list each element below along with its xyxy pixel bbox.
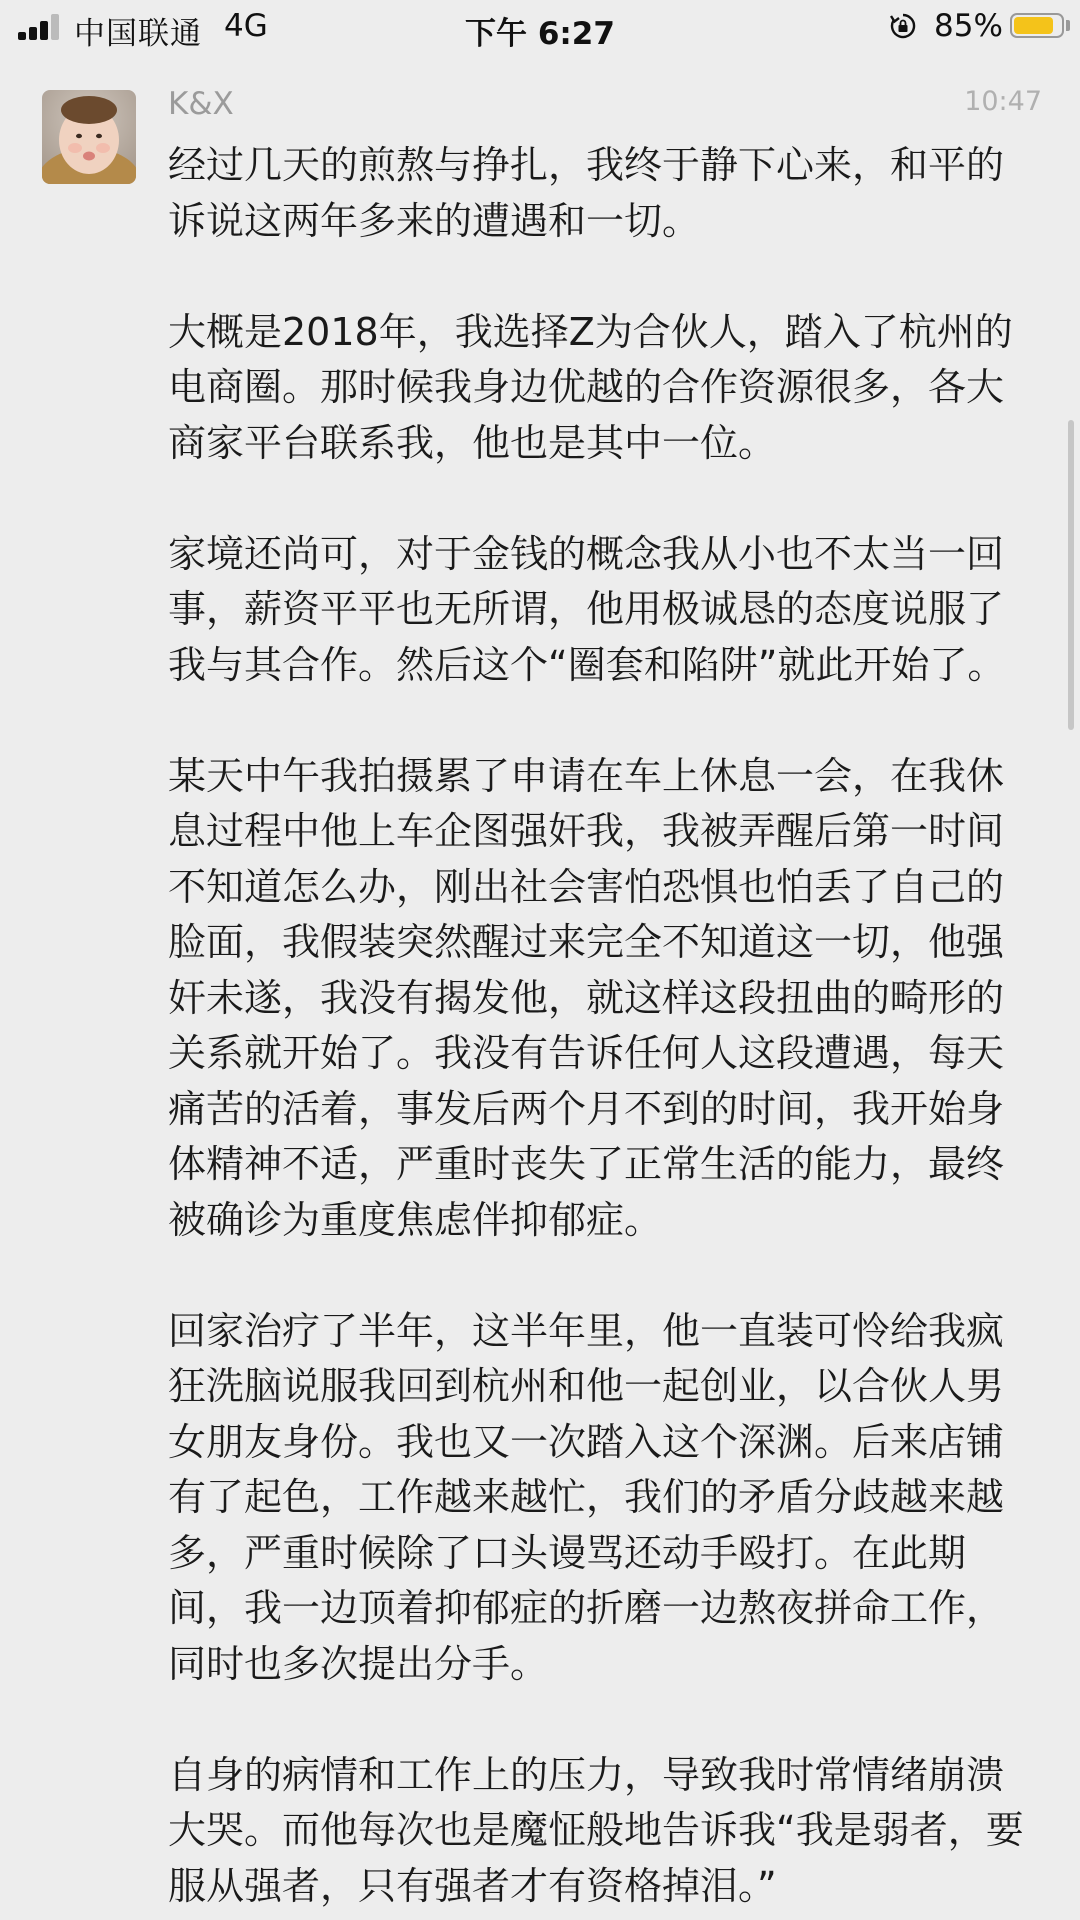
- message-paragraph: 经过几天的煎熬与挣扎，我终于静下心来，和平的诉说这两年多来的遭遇和一切。: [168, 143, 1005, 243]
- message-paragraph: 回家治疗了半年，这半年里，他一直装可怜给我疯狂洗脑说服我回到杭州和他一起创业，以合伙人男女朋友身份。我也又一次踏入这个深渊。后来店铺有了起色，工作越来越忙，我们的矛盾分歧越来越多，严重时候除了口头谩骂还动手殴打。在此期间，我一边顶着抑郁症的折磨一边熬夜拼命工作，同时也多次提出分手。: [168, 1308, 1005, 1686]
- battery-fill: [1014, 17, 1053, 34]
- message-paragraph: 自身的病情和工作上的压力，导致我时常情绪崩溃大哭。而他每次也是魔怔般地告诉我“我是弱者，要服从强者，只有强者才有资格掉泪。”: [168, 1752, 1024, 1908]
- status-time: 下午 6:27: [465, 16, 615, 52]
- network-type: 4G: [224, 8, 268, 44]
- battery-tip: [1066, 20, 1070, 31]
- message-paragraph: 某天中午我拍摄累了申请在车上休息一会，在我休息过程中他上车企图强奸我，我被弄醒后第一时间不知道怎么办，刚出社会害怕恐惧也怕丢了自己的脸面，我假装突然醒过来完全不知道这一切，他强奸未遂，我没有揭发他，就这样这段扭曲的畸形的关系就开始了。我没有告诉任何人这段遭遇，每天痛苦的活着，事发后两个月不到的时间，我开始身体精神不适，严重时丧失了正常生活的能力，最终被确诊为重度焦虑伴抑郁症。: [168, 753, 1005, 1242]
- message-body[interactable]: [168, 138, 1038, 1920]
- avatar-image: [42, 90, 136, 184]
- status-bar: [0, 0, 1080, 52]
- battery-percent: 85%: [934, 8, 1003, 44]
- rotation-lock-icon: [890, 13, 916, 39]
- message-time: 10:47: [964, 86, 1042, 117]
- carrier-name: 中国联通: [74, 16, 202, 52]
- sender-name[interactable]: K&X: [168, 86, 234, 122]
- message-paragraph: 家境还尚可，对于金钱的概念我从小也不太当一回事，薪资平平也无所谓，他用极诚恳的态度说服了我与其合作。然后这个“圈套和陷阱”就此开始了。: [168, 531, 1006, 687]
- scrollbar-thumb[interactable]: [1068, 420, 1074, 730]
- message-paragraph: 大概是2018年，我选择Z为合伙人，踏入了杭州的电商圈。那时候我身边优越的合作资源很多，各大商家平台联系我，他也是其中一位。: [168, 309, 1013, 465]
- battery-icon: [1010, 13, 1064, 38]
- avatar[interactable]: [42, 90, 136, 184]
